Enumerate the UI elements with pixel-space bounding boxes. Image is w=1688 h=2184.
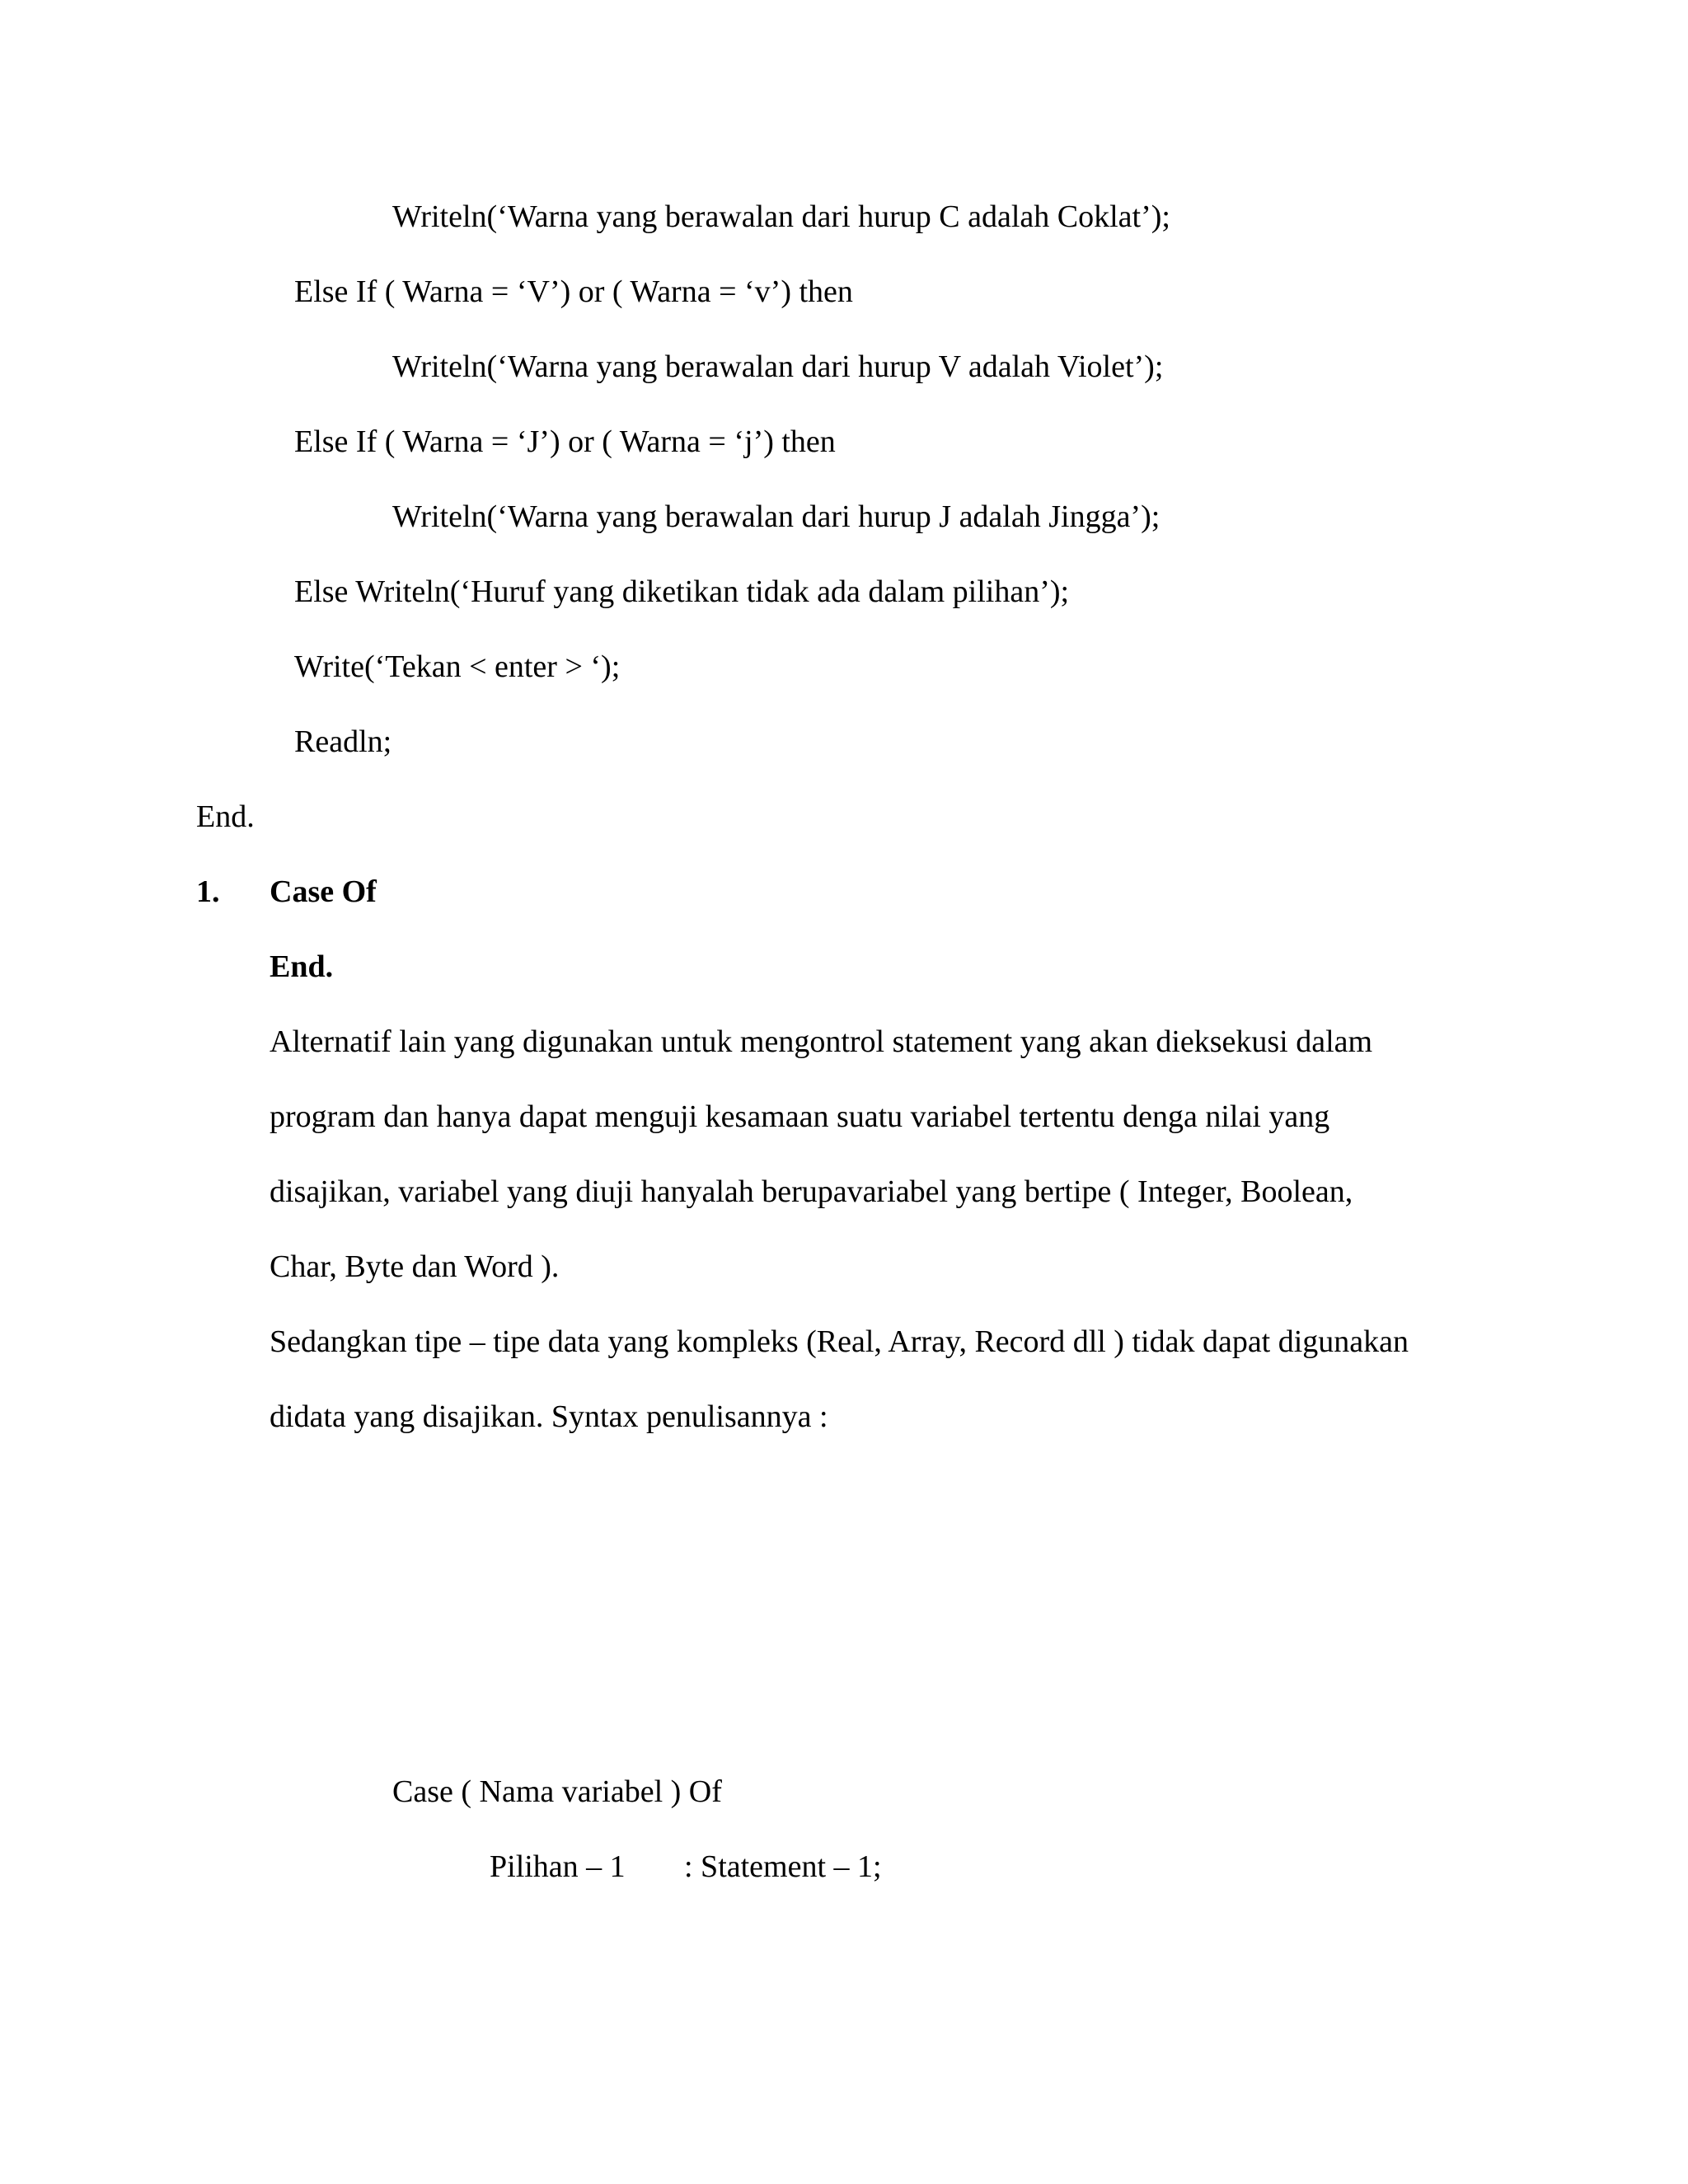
- code-line: Write(‘Tekan < enter > ‘);: [294, 649, 621, 684]
- section-title: Case Of: [270, 874, 377, 909]
- syntax-option-statement: : Statement – 1;: [684, 1849, 882, 1884]
- syntax-option-label: Pilihan – 1: [490, 1849, 626, 1884]
- code-line: Writeln(‘Warna yang berawalan dari hurup J adalah Jingga’);: [392, 499, 1160, 534]
- section-number: 1.: [196, 874, 220, 909]
- paragraph-line: Sedangkan tipe – tipe data yang kompleks (Real, Array, Record dll ) tidak dapat digunakan: [270, 1324, 1409, 1359]
- paragraph-line: disajikan, variabel yang diuji hanyalah berupavariabel yang bertipe ( Integer, Boolean,: [270, 1174, 1353, 1209]
- code-line: Else If ( Warna = ‘J’) or ( Warna = ‘j’) then: [294, 424, 836, 459]
- syntax-case-line: Case ( Nama variabel ) Of: [392, 1774, 722, 1809]
- section-subtitle: End.: [270, 949, 334, 984]
- code-line: Else Writeln(‘Huruf yang diketikan tidak ada dalam pilihan’);: [294, 574, 1070, 609]
- end-statement: End.: [196, 799, 255, 834]
- code-line: Writeln(‘Warna yang berawalan dari hurup C adalah Coklat’);: [392, 199, 1170, 234]
- paragraph-line: didata yang disajikan. Syntax penulisannya :: [270, 1399, 828, 1434]
- code-line: Writeln(‘Warna yang berawalan dari hurup V adalah Violet’);: [392, 349, 1164, 384]
- paragraph-line: Char, Byte dan Word ).: [270, 1249, 560, 1284]
- code-line: Readln;: [294, 724, 392, 759]
- paragraph-line: Alternatif lain yang digunakan untuk mengontrol statement yang akan dieksekusi dalam: [270, 1024, 1373, 1059]
- paragraph-line: program dan hanya dapat menguji kesamaan suatu variabel tertentu denga nilai yang: [270, 1099, 1330, 1134]
- code-line: Else If ( Warna = ‘V’) or ( Warna = ‘v’) then: [294, 274, 853, 309]
